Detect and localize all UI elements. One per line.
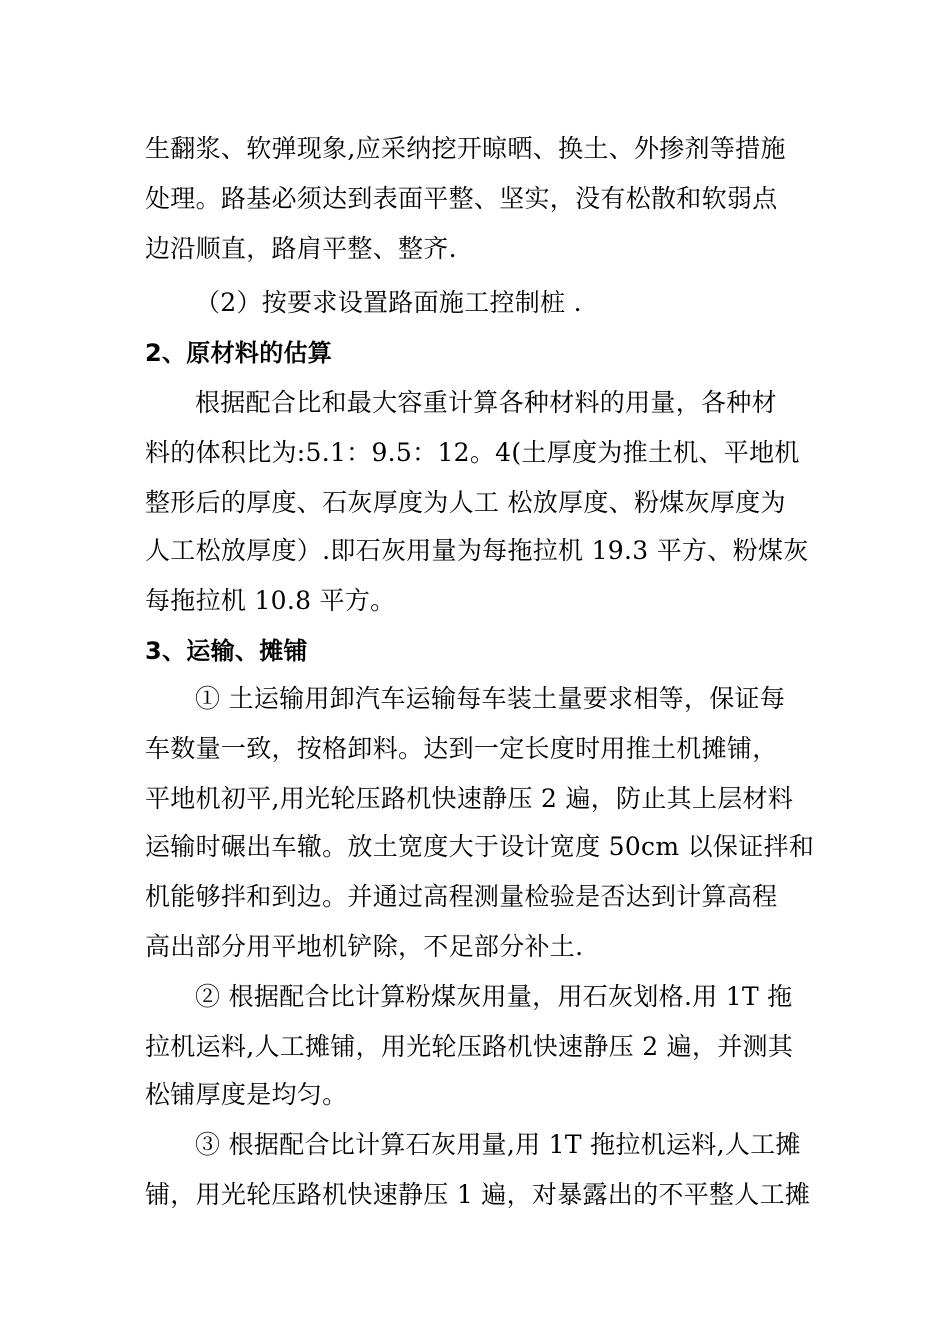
paragraph-line: 高出部分用平地机铲除，不足部分补土. — [145, 932, 584, 961]
paragraph-line: 每拖拉机 10.8 平方。 — [145, 586, 396, 615]
paragraph-line: 边沿顺直，路肩平整、整齐. — [145, 234, 457, 263]
paragraph-line: 机能够拌和到边。并通过高程测量检验是否达到计算高程 — [145, 882, 778, 911]
paragraph-line: 根据配合比和最大容重计算各种材料的用量，各种材 — [195, 388, 777, 417]
paragraph-line: 车数量一致，按格卸料。达到一定长度时用推土机摊铺， — [145, 734, 778, 763]
paragraph-line: ③ 根据配合比计算石灰用量,用 1T 拖拉机运料,人工摊 — [195, 1130, 801, 1159]
paragraph-line: ① 土运输用卸汽车运输每车装土量要求相等，保证每 — [195, 684, 786, 713]
section-heading: 2、原材料的估算 — [145, 339, 333, 367]
paragraph-line: 处理。路基必须达到表面平整、坚实，没有松散和软弱点 — [145, 184, 778, 213]
paragraph-line: 料的体积比为:5.1：9.5：12。4(土厚度为推土机、平地机 — [145, 438, 800, 467]
section-heading: 3、运输、摊铺 — [145, 637, 308, 665]
paragraph-line: 平地机初平,用光轮压路机快速静压 2 遍，防止其上层材料 — [145, 784, 794, 813]
paragraph-line: 拉机运料,人工摊铺，用光轮压路机快速静压 2 遍，并测其 — [145, 1032, 794, 1061]
paragraph-line: 生翻浆、软弹现象,应采纳挖开晾晒、换土、外掺剂等措施 — [145, 134, 786, 163]
paragraph-line: 人工松放厚度）.即石灰用量为每拖拉机 19.3 平方、粉煤灰 — [145, 536, 809, 565]
paragraph-line: 运输时碾出车辙。放土宽度大于设计宽度 50cm 以保证拌和 — [145, 832, 815, 861]
paragraph-line: 整形后的厚度、石灰厚度为人工 松放厚度、粉煤灰厚度为 — [145, 488, 786, 517]
paragraph-line: ② 根据配合比计算粉煤灰用量，用石灰划格.用 1T 拖 — [195, 982, 793, 1011]
paragraph-line: 铺，用光轮压路机快速静压 1 遍，对暴露出的不平整人工摊 — [145, 1180, 811, 1209]
paragraph-line: 松铺厚度是均匀。 — [145, 1080, 348, 1109]
paragraph-line: （2）按要求设置路面施工控制桩 . — [195, 288, 582, 317]
